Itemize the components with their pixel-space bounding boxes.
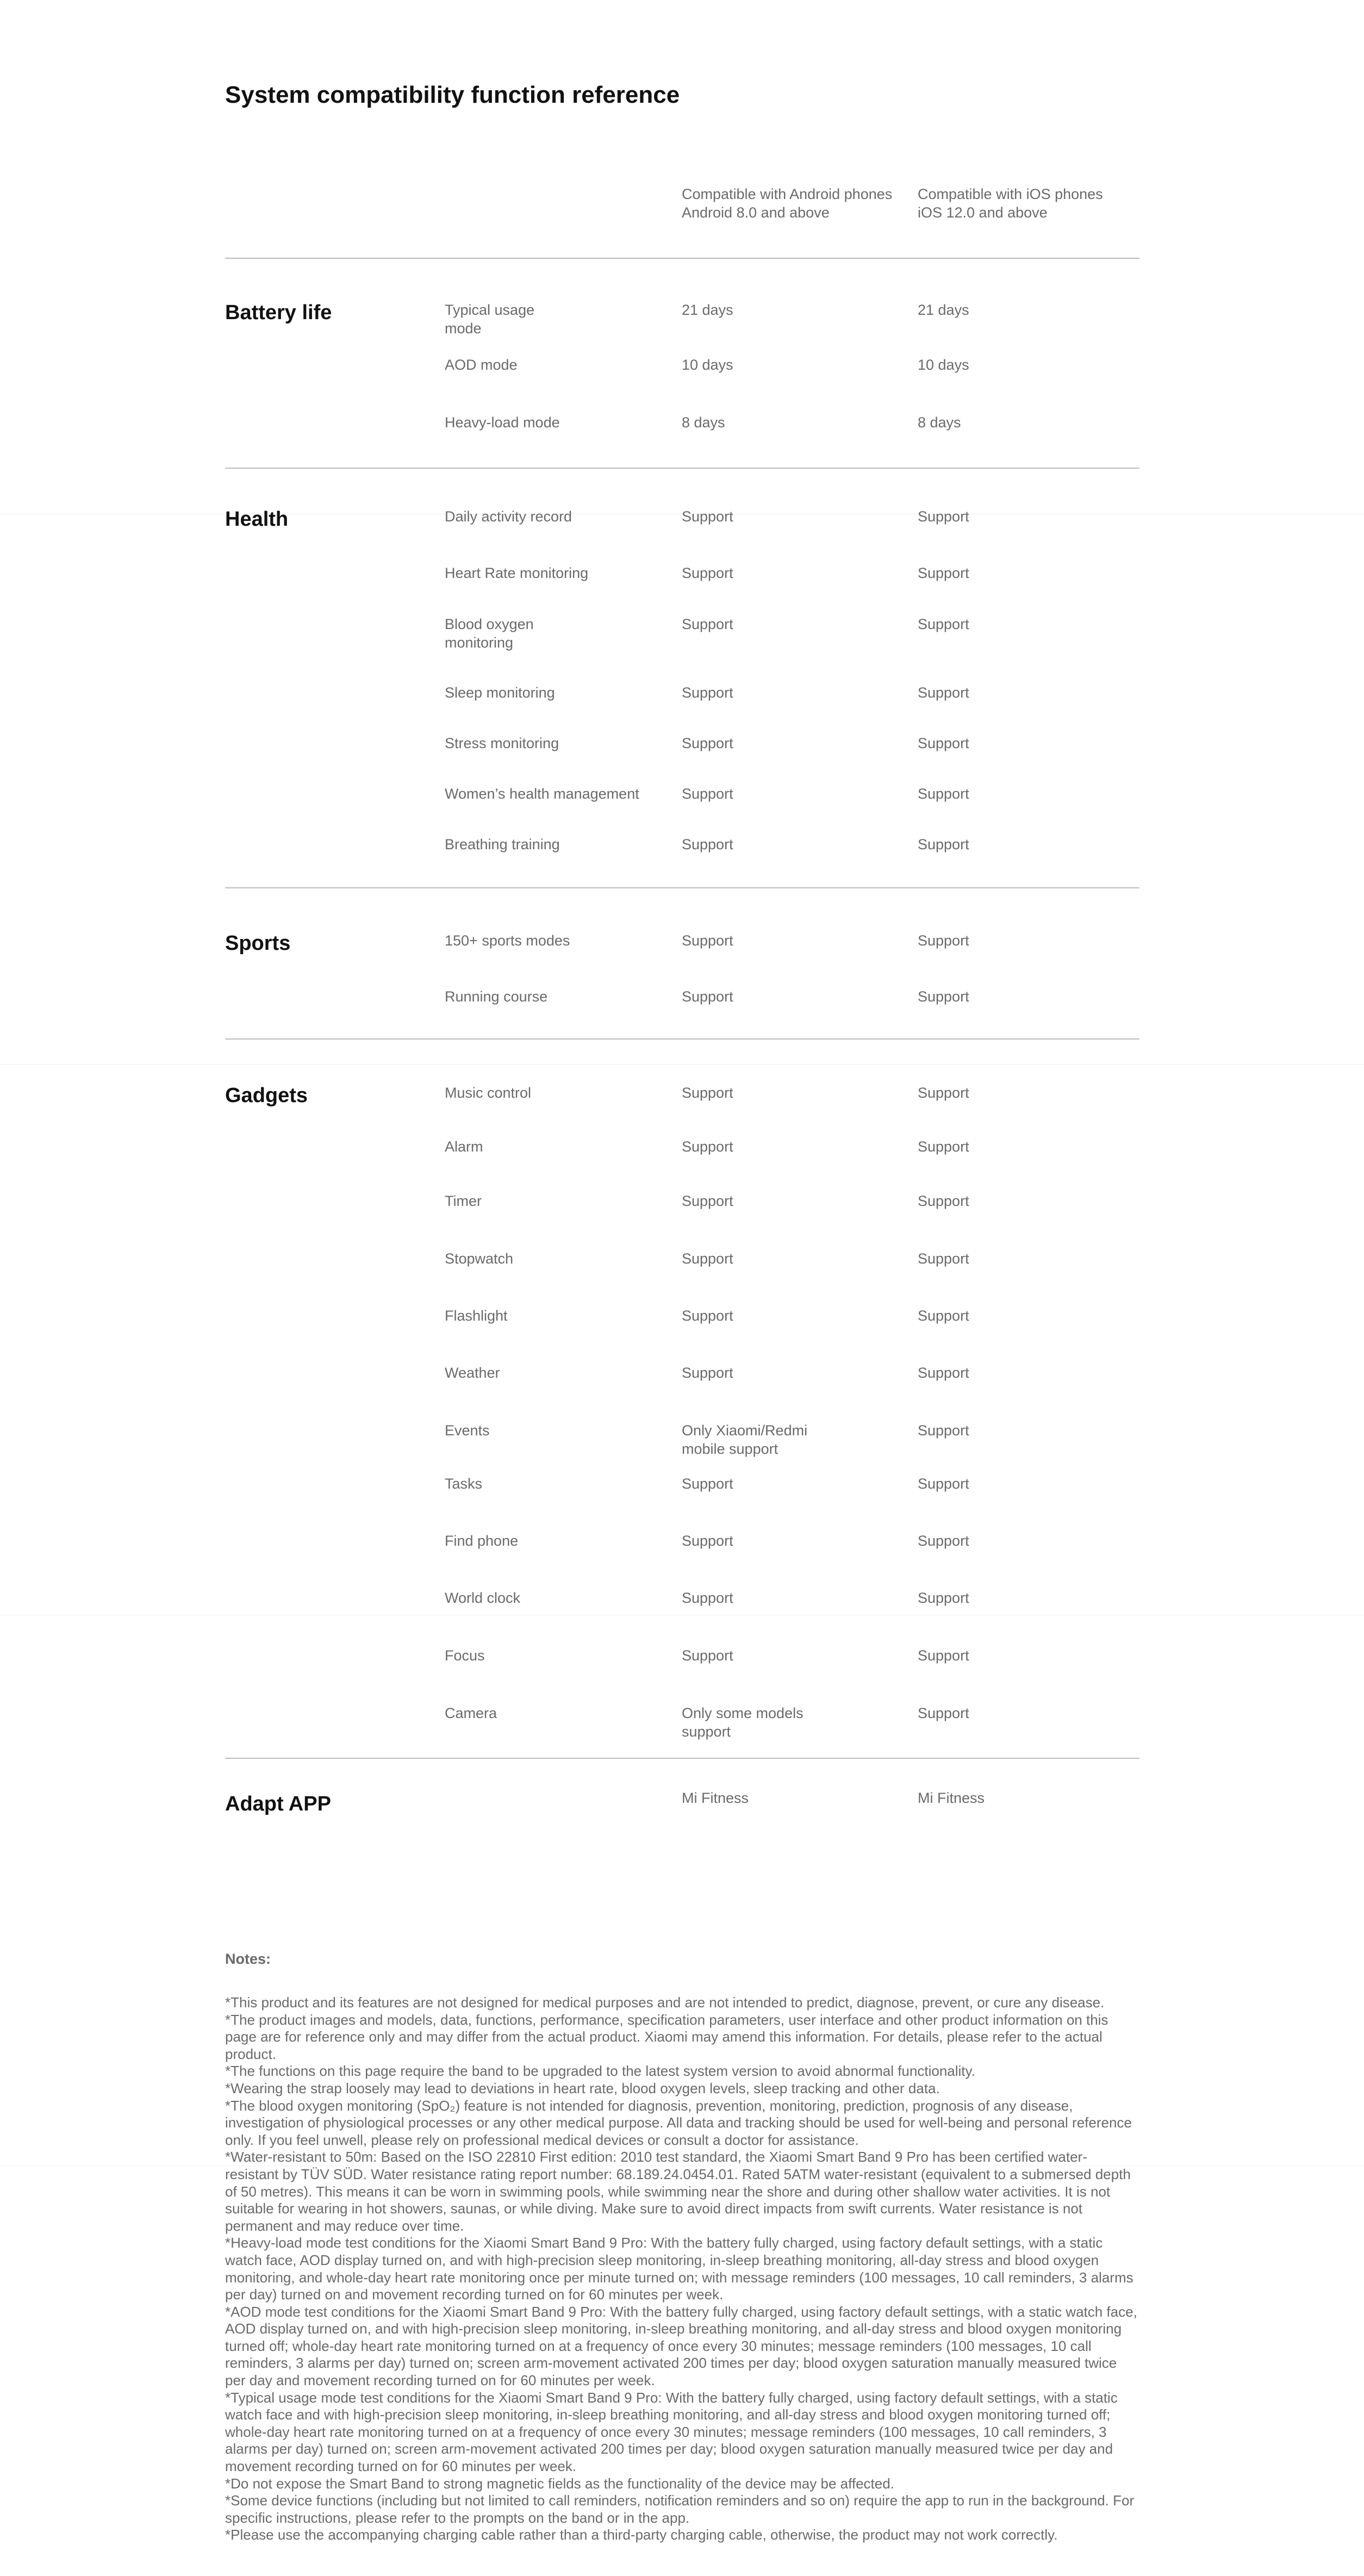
ios-value-line: Support <box>918 932 969 949</box>
section-divider <box>225 468 1139 469</box>
ios-value <box>918 931 1135 950</box>
android-value <box>682 413 899 432</box>
section-divider <box>225 1758 1139 1759</box>
ios-value <box>918 1704 1135 1722</box>
ios-value-line: Support <box>918 616 969 632</box>
feature-label <box>445 734 662 752</box>
feature-label-line: Sleep monitoring <box>445 685 555 701</box>
feature-label-line: Timer <box>445 1193 482 1209</box>
feature-label <box>445 1137 662 1156</box>
android-value-line: Support <box>682 1308 733 1324</box>
android-value <box>682 1192 899 1210</box>
feature-label <box>445 1704 662 1722</box>
feature-label <box>445 1306 662 1325</box>
note-item: *The product images and models, data, functions, performance, specification parameters, user interface and other product information on this page are for reference only and may differ from the actual product. Xiaomi may amend this information. For details, please refer to the actual product. <box>225 2011 1108 2062</box>
ios-value <box>918 301 1135 319</box>
notes-list <box>225 1994 1139 2544</box>
android-value-line: Support <box>682 932 733 949</box>
ios-value-line: Support <box>918 988 969 1005</box>
note-item: *Some device functions (including but not limited to call reminders, notification reminders and so on) require the app to run in the background. For specific instructions, please refer to the prompts on the band or in the app. <box>225 2492 1135 2526</box>
ios-value <box>918 413 1135 432</box>
note-item: *Typical usage mode test conditions for the Xiaomi Smart Band 9 Pro: With the battery fully charged, using factory default settings, with a static watch face and with high-precision sleep monitoring, in-sleep breathing monitoring, and all-day stress and blood oxygen monitoring turned off; whole-day heart rate monitoring turned on at a frequency of once every 30 minutes; message reminders (100 messages, 10 call reminders, 3 alarms per day) turned on; screen arm-movement activated 200 times per day; blood oxygen saturation manually measured twice per day and movement recording turned on for 60 minutes per week. <box>225 2389 1118 2475</box>
section-divider <box>225 258 1139 259</box>
android-value-line: Support <box>682 836 733 853</box>
section-title: Health <box>225 508 289 531</box>
feature-label-line: AOD mode <box>445 357 518 373</box>
ios-value-line: 8 days <box>918 414 961 431</box>
ios-value <box>918 1084 1135 1102</box>
ios-value <box>918 1789 1135 1807</box>
android-value <box>682 1084 899 1102</box>
android-value-line: Support <box>682 1250 733 1267</box>
feature-label-line: Weather <box>445 1365 500 1381</box>
note-item: *Water-resistant to 50m: Based on the ISO 22810 First edition: 2010 test standard, the Xiaomi Smart Band 9 Pro has been certified water-resistant by TÜV SÜD. Water resistance rating report number: 68.189.24.0454.01. Rated 5ATM water-resistant (equivalent to a submersed depth of 50 metres). This means it can be worn in swimming pools, while swimming near the shore and during other shallow water activities. It is not suitable for wearing in hot showers, saunas, or while diving. Make sure to avoid direct impacts from swift currents. Water resistance is not permanent and may reduce over time. <box>225 2149 1131 2234</box>
android-value <box>682 1137 899 1156</box>
android-value <box>682 615 899 633</box>
feature-label <box>445 413 662 432</box>
android-value-line: Support <box>682 1085 733 1101</box>
column-header-android-line2: Android 8.0 and above <box>682 204 830 221</box>
ios-value-line: Support <box>918 1308 969 1324</box>
feature-label <box>445 1646 662 1665</box>
android-value-line: support <box>682 1723 731 1740</box>
feature-label <box>445 785 662 803</box>
android-value-line: Support <box>682 786 733 802</box>
android-value-line: 10 days <box>682 357 733 373</box>
android-value <box>682 785 899 803</box>
feature-label <box>445 987 662 1006</box>
feature-label-line: Tasks <box>445 1476 483 1492</box>
android-value <box>682 1532 899 1550</box>
ios-value-line: Support <box>918 685 969 701</box>
android-value <box>682 1364 899 1382</box>
android-value <box>682 931 899 950</box>
feature-label-line: Camera <box>445 1705 497 1721</box>
feature-label-line: Flashlight <box>445 1308 508 1324</box>
android-value <box>682 734 899 752</box>
feature-label-line: Focus <box>445 1647 485 1664</box>
feature-label-line: Alarm <box>445 1138 483 1155</box>
android-value <box>682 301 899 319</box>
android-value <box>682 1789 899 1807</box>
ios-value-line: Support <box>918 735 969 751</box>
feature-label-line: Stress monitoring <box>445 735 559 751</box>
android-value-line: Support <box>682 988 733 1005</box>
feature-label <box>445 835 662 854</box>
note-item: *AOD mode test conditions for the Xiaomi Smart Band 9 Pro: With the battery fully charged, using factory default settings, with a static watch face, AOD display turned on, and with high-precision sleep monitoring, in-sleep breathing monitoring, and all-day stress and blood oxygen monitoring turned off; whole-day heart rate monitoring turned on at a frequency of once every 30 minutes; message reminders (100 messages, 10 call reminders, 3 alarms per day) turned on; screen arm-movement activated 200 times per day; blood oxygen saturation manually measured twice per day and movement recording turned on for 60 minutes per week. <box>225 2303 1137 2389</box>
android-value <box>682 987 899 1006</box>
android-value-line: mobile support <box>682 1441 778 1457</box>
ios-value <box>918 683 1135 702</box>
feature-label <box>445 615 662 652</box>
note-item: *The blood oxygen monitoring (SpO₂) feature is not intended for diagnosis, prevention, monitoring, prediction, prognosis of any disease, investigation of physiological processes or any other medical purpose. All data and tracking should be used for well-being and personal reference only. If you feel unwell, please rely on professional medical devices or consult a doctor for assistance. <box>225 2097 1132 2148</box>
ios-value-line: Support <box>918 565 969 581</box>
ios-value-line: Support <box>918 1476 969 1492</box>
note-item: *The functions on this page require the band to be upgraded to the latest system version to avoid abnormal functionality. <box>225 2063 975 2080</box>
ios-value <box>918 1306 1135 1325</box>
ios-value-line: 21 days <box>918 302 969 318</box>
feature-label-line: Heavy-load mode <box>445 414 560 431</box>
ios-value-line: Support <box>918 1705 969 1721</box>
android-value-line: Support <box>682 1476 733 1492</box>
android-value-line: Support <box>682 508 733 525</box>
ios-value <box>918 615 1135 633</box>
feature-label-line: Blood oxygen <box>445 616 534 632</box>
ios-value <box>918 734 1135 752</box>
feature-label-line: World clock <box>445 1590 521 1606</box>
section-title: Gadgets <box>225 1084 308 1107</box>
feature-label <box>445 507 662 526</box>
feature-label <box>445 301 662 338</box>
ios-value-line: Support <box>918 1193 969 1209</box>
ios-value <box>918 507 1135 526</box>
section-divider <box>225 887 1139 888</box>
feature-label-line: Events <box>445 1422 490 1439</box>
ios-value <box>918 1137 1135 1156</box>
android-value-line: Only some models <box>682 1705 804 1721</box>
android-value-line: Support <box>682 1365 733 1381</box>
android-value-line: Support <box>682 1533 733 1549</box>
ios-value <box>918 1474 1135 1493</box>
ios-value <box>918 564 1135 582</box>
feature-label <box>445 1532 662 1550</box>
ios-value-line: Support <box>918 836 969 853</box>
ios-value <box>918 987 1135 1006</box>
ios-value-line: Support <box>918 1422 969 1439</box>
android-value-line: Support <box>682 1193 733 1209</box>
note-item: *This product and its features are not designed for medical purposes and are not intended to predict, diagnose, prevent, or cure any disease. <box>225 1994 1105 2011</box>
ios-value-line: Support <box>918 1365 969 1381</box>
ios-value <box>918 356 1135 374</box>
feature-label-line: Stopwatch <box>445 1250 514 1267</box>
feature-label <box>445 564 662 582</box>
feature-label <box>445 931 662 950</box>
feature-label-line: monitoring <box>445 634 514 651</box>
ios-value-line: Support <box>918 1590 969 1606</box>
feature-label-line: 150+ sports modes <box>445 932 570 949</box>
feature-label <box>445 1421 662 1440</box>
note-item: *Do not expose the Smart Band to strong magnetic fields as the functionality of the device may be affected. <box>225 2475 894 2492</box>
column-header-ios-line1: Compatible with iOS phones <box>918 186 1103 202</box>
section-title: Sports <box>225 932 291 955</box>
ios-value <box>918 1364 1135 1382</box>
ios-value-line: Support <box>918 508 969 525</box>
android-value-line: Support <box>682 1647 733 1664</box>
column-header-ios <box>918 185 1135 222</box>
ios-value <box>918 1249 1135 1268</box>
feature-label-line: Breathing training <box>445 836 560 853</box>
android-value-line: Support <box>682 1138 733 1155</box>
feature-label-line: Daily activity record <box>445 508 572 525</box>
ios-value-line: Support <box>918 786 969 802</box>
feature-label-line: Women’s health management <box>445 786 639 802</box>
column-header-ios-line2: iOS 12.0 and above <box>918 204 1048 221</box>
section-title: Battery life <box>225 301 332 324</box>
android-value <box>682 564 899 582</box>
ios-value <box>918 785 1135 803</box>
notes-title: Notes: <box>225 1951 271 1967</box>
page-title: System compatibility function reference <box>225 82 680 108</box>
feature-label <box>445 683 662 702</box>
android-value <box>682 507 899 526</box>
section-title: Adapt APP <box>225 1793 331 1815</box>
ios-value-line: Support <box>918 1085 969 1101</box>
note-item: *Please use the accompanying charging cable rather than a third-party charging cable, otherwise, the product may not work correctly. <box>225 2527 1058 2543</box>
ios-value-line: Support <box>918 1647 969 1664</box>
feature-label-line: Music control <box>445 1085 532 1101</box>
feature-label <box>445 1474 662 1493</box>
android-value <box>682 1704 899 1741</box>
column-header-android-line1: Compatible with Android phones <box>682 186 893 202</box>
feature-label <box>445 1084 662 1102</box>
section-divider <box>225 1038 1139 1040</box>
android-value-line: Mi Fitness <box>682 1790 749 1806</box>
android-value <box>682 835 899 854</box>
feature-label-line: mode <box>445 320 482 337</box>
android-value <box>682 683 899 702</box>
ios-value <box>918 1646 1135 1665</box>
feature-label <box>445 1192 662 1210</box>
feature-label-line: Running course <box>445 988 548 1005</box>
feature-label <box>445 1589 662 1607</box>
ios-value-line: Mi Fitness <box>918 1790 985 1806</box>
android-value <box>682 1474 899 1493</box>
android-value-line: Only Xiaomi/Redmi <box>682 1422 808 1439</box>
android-value-line: Support <box>682 1590 733 1606</box>
feature-label <box>445 356 662 374</box>
android-value <box>682 1421 899 1458</box>
ios-value <box>918 1421 1135 1440</box>
column-header-android <box>682 185 899 222</box>
ios-value <box>918 835 1135 854</box>
feature-label-line: Heart Rate monitoring <box>445 565 589 581</box>
faint-divider <box>0 1064 1364 1065</box>
android-value <box>682 1646 899 1665</box>
android-value-line: 8 days <box>682 414 725 431</box>
android-value <box>682 1589 899 1607</box>
feature-label-line: Typical usage <box>445 302 535 318</box>
note-item: *Heavy-load mode test conditions for the Xiaomi Smart Band 9 Pro: With the battery fully charged, using factory default settings, with a static watch face, AOD display turned on, and with high-precision sleep monitoring, in-sleep breathing monitoring, all-day stress and blood oxygen monitoring, and whole-day heart rate monitoring once per minute turned on; with message reminders (100 messages, 10 call reminders, 3 alarms per day) turned on and movement recording turned on for 60 minutes per week. <box>225 2235 1133 2303</box>
android-value-line: Support <box>682 735 733 751</box>
feature-label <box>445 1364 662 1382</box>
ios-value <box>918 1192 1135 1210</box>
feature-label <box>445 1249 662 1268</box>
ios-value-line: 10 days <box>918 357 969 373</box>
ios-value-line: Support <box>918 1250 969 1267</box>
android-value <box>682 1306 899 1325</box>
android-value <box>682 356 899 374</box>
android-value-line: Support <box>682 616 733 632</box>
android-value-line: Support <box>682 685 733 701</box>
feature-label-line: Find phone <box>445 1533 519 1549</box>
android-value-line: Support <box>682 565 733 581</box>
ios-value <box>918 1532 1135 1550</box>
ios-value-line: Support <box>918 1138 969 1155</box>
android-value <box>682 1249 899 1268</box>
ios-value <box>918 1589 1135 1607</box>
android-value-line: 21 days <box>682 302 733 318</box>
note-item: *Wearing the strap loosely may lead to deviations in heart rate, blood oxygen levels, sleep tracking and other data. <box>225 2080 940 2096</box>
ios-value-line: Support <box>918 1533 969 1549</box>
